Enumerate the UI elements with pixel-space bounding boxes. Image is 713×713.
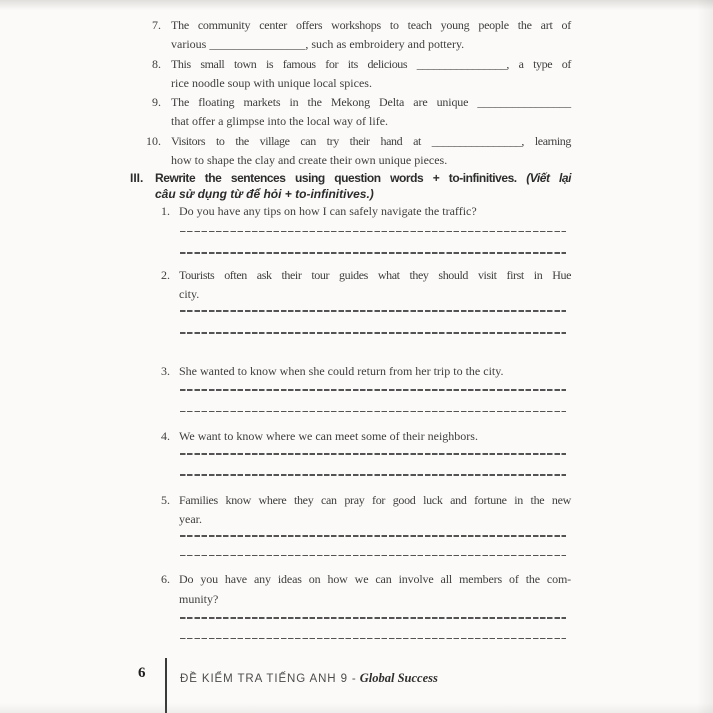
question-text: year. [179,511,202,526]
question-text: Families know where they can pray for good luck and fortune in the new [179,492,571,507]
item-text [171,93,571,132]
item-text [171,16,571,55]
heading-number: III. [130,171,144,186]
item-number: 8. [152,56,161,71]
question [130,491,585,557]
question [130,362,585,412]
edition-name: Global Success [359,671,438,685]
book-title: ĐỀ KIỂM TRA TIẾNG ANH 9 [180,673,348,685]
answer-line [180,231,566,233]
heading-title-vi: (Viết lại [526,171,571,186]
question-number: 4. [161,429,170,444]
answer-line [180,332,566,334]
fill-item [138,93,585,132]
question-text: city. [179,287,200,302]
fill-item [138,55,585,94]
item-line: The community center offers workshops to teach young people the art of [171,18,571,32]
question-text: We want to know where we can meet some of their neighbors. [179,429,478,444]
footer-text [180,669,438,687]
answer-line [180,535,566,537]
question-number: 3. [161,363,170,378]
fill-item [138,16,585,55]
item-number: 9. [152,95,161,110]
question-list [130,202,585,639]
fill-item [138,132,585,171]
question-number: 1. [161,204,170,219]
answer-line [180,411,566,413]
question-text: Tourists often ask their tour guides what they should visit first in Hue [179,267,571,282]
item-line: various ________________, such as embroidery and pottery. [171,37,465,52]
item-line: rice noodle soup with unique local spices. [171,75,372,90]
answer-line [180,617,566,619]
heading-body [155,171,571,202]
question-body [179,202,571,253]
answer-line [180,389,566,391]
item-line: that offer a glimpse into the local way of life. [171,114,389,129]
question-text: munity? [179,591,219,606]
question-text: Do you have any tips on how I can safely navigate the traffic? [179,204,477,219]
page-number: 6 [138,665,146,681]
item-line: Visitors to the village can try their hand at ________________, learning [171,133,571,148]
question-body [179,362,571,412]
page [130,0,585,639]
answer-line [180,638,566,640]
footer-separator: - [351,673,356,685]
item-line: The floating markets in the Mekong Delta are unique ________________ [171,95,571,110]
answer-line [180,555,566,557]
question-number: 2. [161,267,170,282]
question-number: 6. [161,572,170,587]
section-iii-heading [130,171,585,202]
question-text: She wanted to know when she could return from her trip to the city. [179,363,504,378]
item-number: 10. [146,133,161,148]
footer-divider [165,658,167,713]
item-text [171,132,571,171]
answer-line [180,474,566,476]
item-line: how to shape the clay and create their own unique pieces. [171,153,448,168]
question [130,266,585,334]
heading-title-vi-continued: câu sử dụng từ để hỏi + to-infinitives.) [155,186,374,201]
answer-line [180,252,566,254]
heading-title-en: Rewrite the sentences using question words + to-infinitives. [155,171,517,186]
fill-in-list [130,16,585,170]
question [130,202,585,253]
item-text [171,55,571,94]
question-text: Do you have any ideas on how we can involve all members of the com- [179,572,571,587]
item-line: This small town is famous for its delicious ________________, a type of [171,56,571,71]
question-body [179,491,571,557]
question-body [179,427,571,475]
item-number: 7. [152,18,161,32]
heading-line [155,171,571,187]
question [130,570,585,639]
page-footer [0,655,713,713]
question-body [179,266,571,334]
answer-line [180,453,566,455]
question-body [179,570,571,639]
question [130,427,585,475]
question-number: 5. [161,492,170,507]
answer-line [180,310,566,312]
